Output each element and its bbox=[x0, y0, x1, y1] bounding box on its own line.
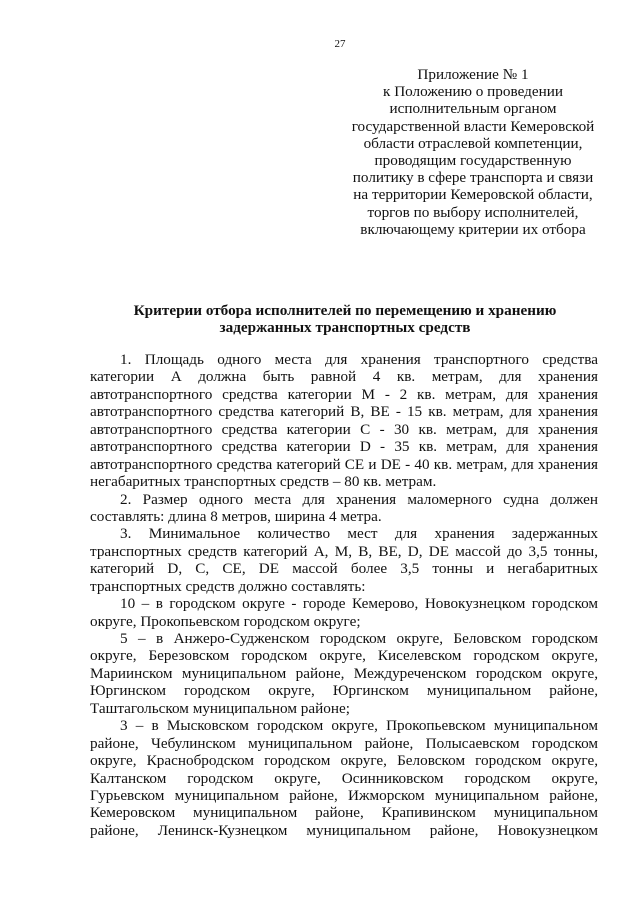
body-text-line: автотранспортного средства категорий В, ВЕ - 15 кв. метрам, для хранения bbox=[90, 403, 598, 421]
document-title bbox=[90, 302, 600, 336]
appendix-line: включающему критерии их отбора bbox=[360, 220, 586, 238]
appendix-line: исполнительным органом bbox=[389, 100, 557, 118]
body-text-line: 3 – в Мысковском городском округе, Прокопьевском муниципальном bbox=[120, 717, 598, 735]
body-text-line: районе, Чебулинском муниципальном районе, Полысаевском городском bbox=[90, 734, 598, 752]
body-text-line: негабаритных транспортных средств – 80 кв. метрам. bbox=[90, 473, 437, 491]
body-text-line: районе, Ленинск-Кузнецком муниципальном районе, Новокузнецком bbox=[90, 821, 598, 839]
appendix-line: государственной власти Кемеровской bbox=[351, 117, 595, 135]
body-text-line: округе, Краснобродском городском округе, Беловском городском округе, bbox=[90, 752, 598, 770]
body-text-line: автотранспортного средства категорий СЕ и DE - 40 кв. метрам, для хранения bbox=[90, 455, 598, 473]
body-text-line: 5 – в Анжеро-Судженском городском округе, Беловском городском bbox=[120, 630, 598, 647]
body-text-line: 1. Площадь одного места для хранения транспортного средства bbox=[120, 351, 598, 368]
body-text-line: 2. Размер одного места для хранения маломерного судна должен bbox=[120, 490, 598, 508]
body-text-line: транспортных средств категорий А, М, В, ВЕ, D, DE массой до 3,5 тонны, bbox=[90, 542, 598, 560]
body-text-line: транспортных средств должно составлять: bbox=[90, 577, 366, 595]
body-text-line: автотранспортного средства категории D - 35 кв. метрам, для хранения bbox=[90, 438, 598, 456]
body-text-line: категорий D, С, СЕ, DE массой более 3,5 тонны и негабаритных bbox=[90, 560, 598, 578]
body-text-line: округе, Березовском городском округе, Киселевском городском округе, bbox=[90, 647, 598, 665]
body-text-line: Таштагольском муниципальном районе; bbox=[90, 699, 350, 717]
body-text-line: автотранспортного средства категории С - 30 кв. метрам, для хранения bbox=[90, 420, 598, 438]
body-text-line: 3. Минимальное количество мест для хранения задержанных bbox=[120, 525, 598, 543]
body-text-line: Гурьевском муниципальном районе, Ижморском муниципальном районе, bbox=[90, 786, 598, 804]
body-text-line: Кемеровском муниципальном районе, Крапивинском муниципальном bbox=[90, 804, 598, 822]
appendix-line: политику в сфере транспорта и связи bbox=[352, 169, 594, 187]
appendix-line: области отраслевой компетенции, bbox=[363, 134, 583, 152]
page-number: 27 bbox=[334, 38, 346, 50]
appendix-line: торгов по выбору исполнителей, bbox=[367, 203, 579, 221]
appendix-line: на территории Кемеровской области, bbox=[353, 186, 593, 204]
body-text-line: автотранспортного средства категории М - 2 кв. метрам, для хранения bbox=[90, 385, 598, 403]
appendix-line: к Положению о проведении bbox=[383, 83, 563, 101]
appendix-header bbox=[348, 66, 598, 238]
body-text-line: Калтанском городском округе, Осинниковском городском округе, bbox=[90, 769, 598, 787]
title-line: Критерии отбора исполнителей по перемещению и хранению bbox=[133, 302, 557, 319]
body-text-line: Юргинском городском округе, Юргинском муниципальном районе, bbox=[90, 682, 598, 700]
body-text-line: Мариинском муниципальном районе, Междуреченском городском округе, bbox=[90, 664, 598, 682]
body-text-line: округе, Прокопьевском городском округе; bbox=[90, 612, 361, 630]
body-text-line: категории А должна быть равной 4 кв. метрам, для хранения bbox=[90, 368, 598, 386]
body-text-line: 10 – в городском округе - городе Кемерово, Новокузнецком городском bbox=[120, 595, 598, 613]
body-text-line: составлять: длина 8 метров, ширина 4 метра. bbox=[90, 507, 382, 525]
appendix-line: проводящим государственную bbox=[374, 152, 572, 170]
document-body bbox=[90, 351, 598, 839]
title-line: задержанных транспортных средств bbox=[219, 319, 471, 336]
appendix-line: Приложение № 1 bbox=[417, 66, 529, 83]
